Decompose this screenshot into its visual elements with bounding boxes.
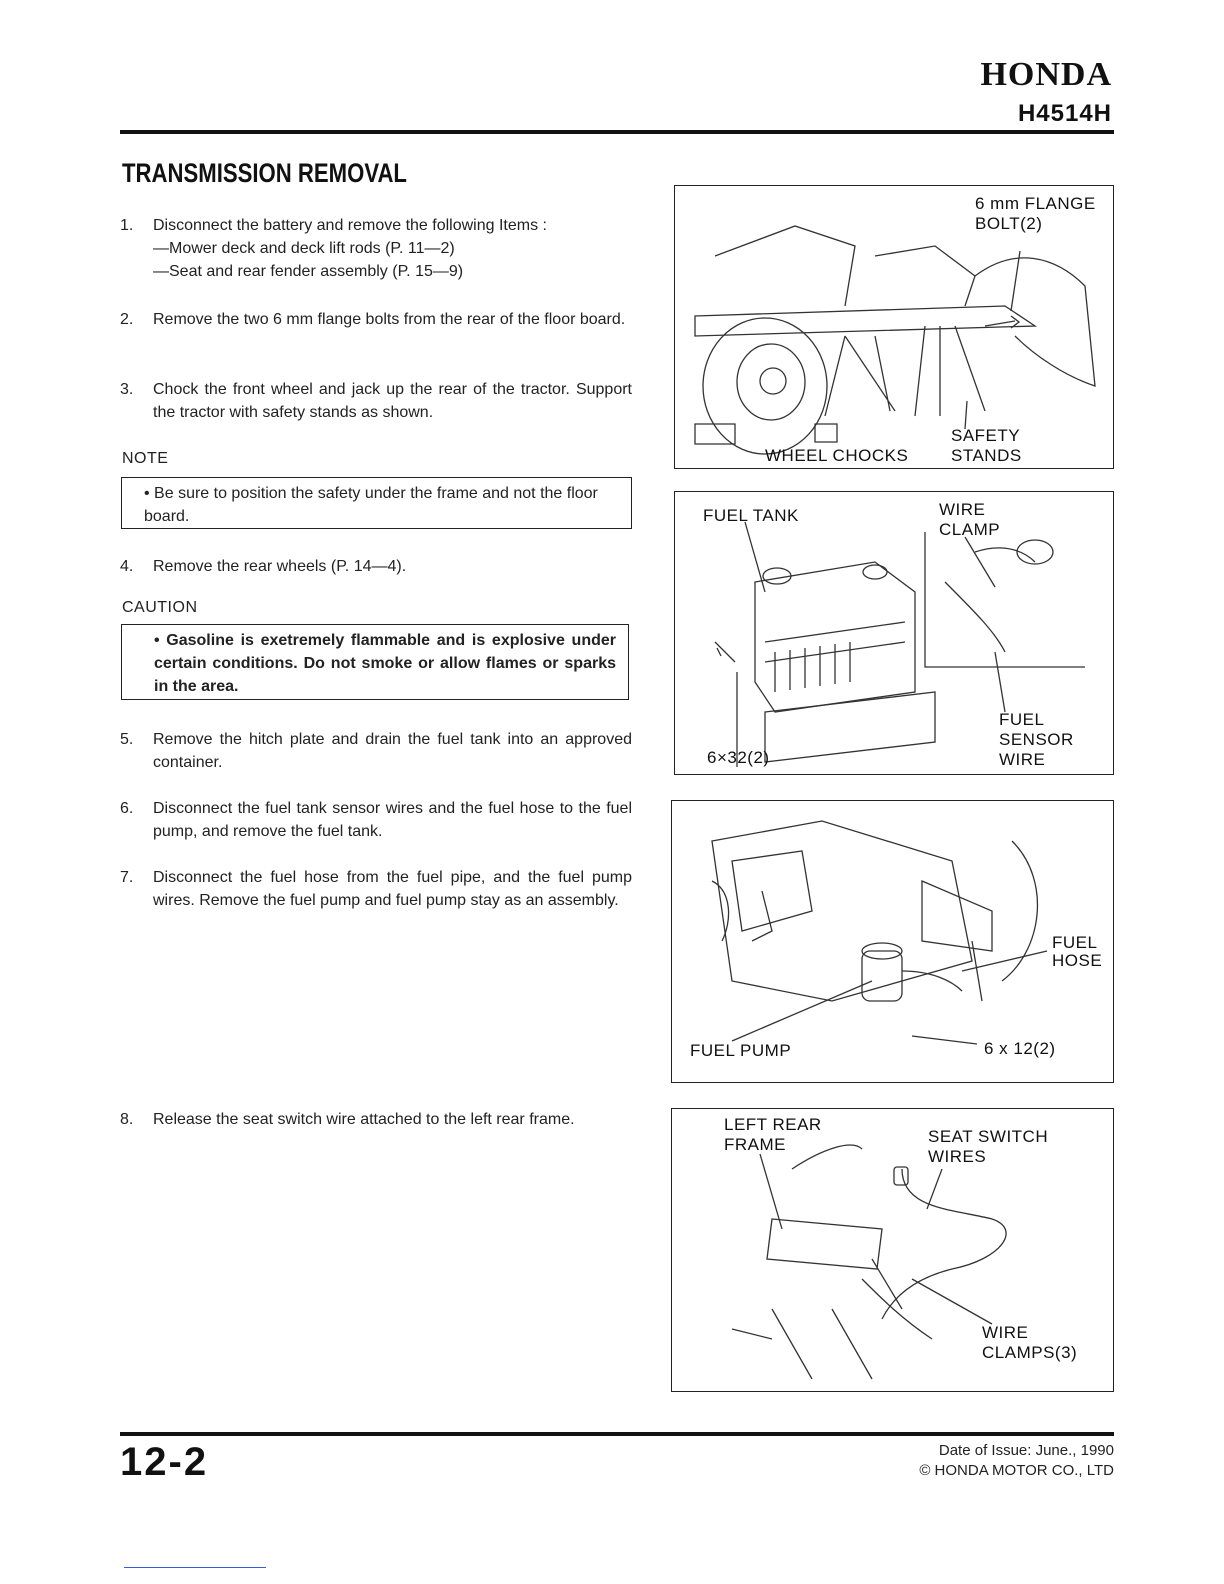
tractor-illustration bbox=[675, 186, 1115, 470]
label-wire: WIRE bbox=[939, 500, 986, 519]
label-seat-switch: SEAT SWITCH bbox=[928, 1127, 1049, 1146]
label-sensor-wire: WIRE bbox=[999, 750, 1046, 769]
copyright: © HONDA MOTOR CO., LTD bbox=[919, 1462, 1114, 1479]
label-flange-bolt-count: BOLT(2) bbox=[975, 214, 1043, 233]
label-fuel: FUEL bbox=[999, 710, 1045, 729]
note-box: • Be sure to position the safety under the frame and not the floor board. bbox=[121, 477, 632, 529]
label-left-rear: LEFT REAR bbox=[724, 1115, 822, 1134]
label-stands: STANDS bbox=[951, 446, 1022, 465]
label-sensor: SENSOR bbox=[999, 730, 1074, 749]
label-wheel-chocks: WHEEL CHOCKS bbox=[765, 446, 909, 465]
note-label: NOTE bbox=[122, 450, 169, 467]
step-5 bbox=[120, 728, 632, 774]
model-number: H4514H bbox=[1017, 100, 1112, 127]
label-fuel-tank: FUEL TANK bbox=[703, 506, 799, 525]
step-number: 2. bbox=[120, 311, 134, 328]
step-number: 1. bbox=[120, 217, 134, 234]
caution-label: CAUTION bbox=[122, 599, 198, 616]
step-3 bbox=[120, 378, 632, 424]
page-title: TRANSMISSION REMOVAL bbox=[122, 158, 407, 188]
step-text: Remove the hitch plate and drain the fuel tank into an approved container. bbox=[153, 731, 632, 771]
caution-box: • Gasoline is exetremely flammable and is explosive under certain conditions. Do not smoke or allow flames or sparks in the area. bbox=[121, 624, 629, 700]
step-text: Chock the front wheel and jack up the rear of the tractor. Support the tractor with safety stands as shown. bbox=[153, 381, 632, 421]
step-number: 8. bbox=[120, 1111, 134, 1128]
header-rule bbox=[120, 130, 1114, 134]
figure-fuel-tank bbox=[674, 491, 1114, 775]
label-wires: WIRES bbox=[928, 1147, 987, 1166]
label-wire-clamps-2: CLAMPS(3) bbox=[982, 1343, 1078, 1362]
step-text: Disconnect the battery and remove the following Items : bbox=[153, 217, 547, 234]
label-fuel-hose-1: FUEL bbox=[1052, 933, 1098, 952]
label-bolt-6x32: 6×32(2) bbox=[707, 748, 770, 767]
step-text: Remove the rear wheels (P. 14—4). bbox=[153, 558, 407, 575]
page-number: 12-2 bbox=[120, 1440, 209, 1484]
figure-fuel-pump bbox=[671, 800, 1114, 1083]
step-subitem: —Seat and rear fender assembly (P. 15—9) bbox=[153, 263, 464, 280]
step-subitem: —Mower deck and deck lift rods (P. 11—2) bbox=[153, 240, 455, 257]
figure-safety-stands bbox=[674, 185, 1114, 469]
brand-logo: HONDA bbox=[980, 56, 1112, 93]
step-2 bbox=[120, 308, 632, 331]
step-7 bbox=[120, 866, 632, 912]
step-4 bbox=[120, 555, 632, 578]
step-number: 5. bbox=[120, 731, 134, 748]
label-wire-clamps-1: WIRE bbox=[982, 1323, 1029, 1342]
label-safety: SAFETY bbox=[951, 426, 1021, 445]
label-flange-bolt: 6 mm FLANGE bbox=[975, 194, 1096, 213]
step-number: 6. bbox=[120, 800, 134, 817]
footer-rule bbox=[120, 1432, 1114, 1436]
label-frame: FRAME bbox=[724, 1135, 786, 1154]
step-text: Remove the two 6 mm flange bolts from the rear of the floor board. bbox=[153, 311, 626, 328]
step-6 bbox=[120, 797, 632, 843]
label-fuel-hose-2: HOSE bbox=[1052, 951, 1103, 970]
step-number: 7. bbox=[120, 869, 134, 886]
label-clamp: CLAMP bbox=[939, 520, 1001, 539]
step-text: Disconnect the fuel hose from the fuel pipe, and the fuel pump wires. Remove the fuel pump and fuel pump stay as an assembly. bbox=[153, 869, 632, 909]
step-number: 3. bbox=[120, 381, 134, 398]
step-text: Release the seat switch wire attached to the left rear frame. bbox=[153, 1111, 575, 1128]
step-1 bbox=[120, 214, 632, 283]
label-fuel-pump: FUEL PUMP bbox=[690, 1041, 792, 1060]
step-text: Disconnect the fuel tank sensor wires and the fuel hose to the fuel pump, and remove the fuel tank. bbox=[153, 800, 632, 840]
figure-seat-switch bbox=[671, 1108, 1114, 1392]
issue-info bbox=[760, 1441, 1114, 1481]
divider-line bbox=[124, 1567, 266, 1568]
step-8 bbox=[120, 1108, 632, 1131]
step-number: 4. bbox=[120, 558, 134, 575]
issue-date: Date of Issue: June., 1990 bbox=[938, 1442, 1114, 1459]
label-bolt-6x12: 6 x 12(2) bbox=[984, 1039, 1056, 1058]
